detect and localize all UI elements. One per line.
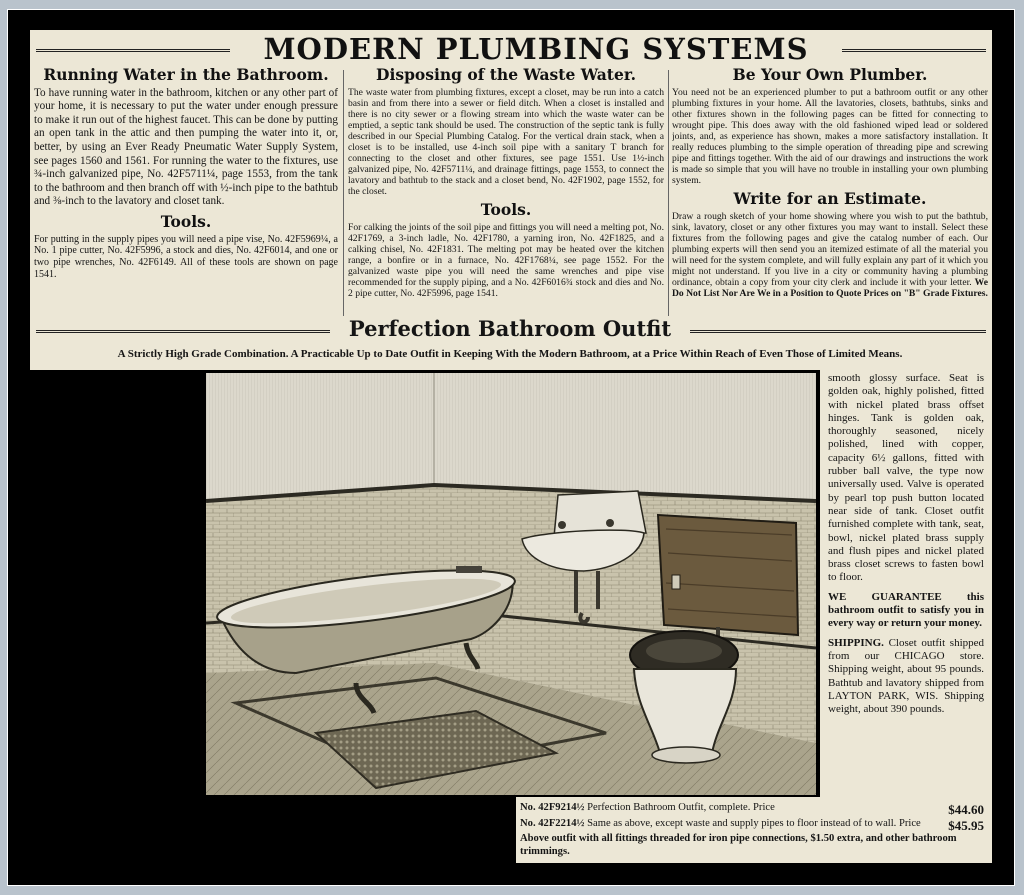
outfit-description: smooth glossy surface. Seat is golden oak, highly polished, fitted with nickel plated brass offset hinges. Tank is golden oak, thoroughly seasoned, nicely polished, lined with copper, capacity 6½ gallons, fitted with rubber ball valve, the type now universally used. Valve is operated by pearl top push button located near side of tank. Closet outfit furnished complete with tank, seat, bowl, nickel plated brass supply and flush pipes and nickel plated brass closet screws to fasten bowl to floor. (828, 372, 984, 584)
shipping-lead: SHIPPING. (828, 636, 884, 649)
estimate-text: Draw a rough sketch of your home showing where you wish to put the bathtub, sink, lavatory, closet or any other fixtures you may want to install. Select these fixtures from the following pages and give the catalog number of each. Our plumbing experts will then send you an itemized estimate of all the material you will need for the system complete, and will fully explain any part of it which you might not understand. If you live in a city or community having a plumbing ordinance, obtain a copy from your city clerk and include it with your letter. (672, 210, 988, 289)
column-running-water (34, 66, 338, 318)
price-row (520, 818, 984, 834)
price-value: $44.60 (948, 802, 984, 817)
guarantee-lead: WE GUARANTEE (828, 590, 942, 603)
tools-heading: Tools. (160, 211, 212, 231)
guarantee-paragraph (828, 591, 984, 631)
tools-body: For calking the joints of the soil pipe and fittings you will need a melting pot, No. 42F1769, a 3-inch ladle, No. 42F1780, a yarning iron, No. 42F1825, and a calking chisel, No. 42F1831. The melting pot may be heated over the kitchen range, a bonfire or in a furnace, No. 42F1768¼, see page 1552. For the galvanized waste pipe you will need the same wrenches and pipe vise recommended for the supply piping, and a No. 42F6016¾ stock and dies and No. 2 pipe cutter, No. 42F5996, page 1541. (348, 221, 664, 300)
description-column (820, 370, 992, 797)
column-heading: Be Your Own Plumber. (732, 66, 928, 84)
tools-body: For putting in the supply pipes you will need a pipe vise, No. 42F5969¼, a No. 1 pipe cutter, No. 42F5996, a stock and dies, No. 42F6014, and one or two pipe wrenches, No. 42F6149. All of these tools are shown on page 1541. (34, 233, 338, 280)
estimate-heading: Write for an Estimate. (733, 189, 927, 209)
price-description: Same as above, except waste and supply pipes to floor instead of to wall. Price (587, 817, 921, 829)
column-divider (668, 70, 669, 320)
footnote: Above outfit with all fittings threaded for iron pipe connections, $1.50 extra, and other bathroom trimmings. (520, 833, 957, 857)
column-body: You need not be an experienced plumber to put a bathroom outfit or any other plumbing fixtures in your home. All the lavatories, closets, bathtubs, sinks and other fixtures shown in the following pages can be fitted for connecting to wrought pipe. This does away with the old fashioned wiped lead or soldered joints, and, as experience has shown, makes a more satisfactory installation. It really reduces plumbing to the simple operation of threading pipe and screwing pipe and fittings together. With the aid of our drawings and instructions the work is made so simple that you will have no trouble in installing your own plumbing system. (672, 86, 988, 187)
shipping-paragraph (828, 637, 984, 717)
catalog-page-top (30, 30, 992, 370)
price-description: Perfection Bathroom Outfit, complete. Price (587, 802, 775, 813)
catalog-number: No. 42F9214½ (520, 802, 585, 813)
column-heading: Disposing of the Waste Water. (376, 66, 636, 84)
tools-heading: Tools. (480, 200, 532, 220)
price-block (516, 797, 992, 863)
column-own-plumber (672, 66, 988, 318)
column-body: To have running water in the bathroom, kitchen or any other part of your home, it is necessary to put the water under enough pressure to make it run out of the highest faucet. This can be done by putting an open tank in the attic and then pumping the water into it, or, better, by using an Ever Ready Pneumatic Water Supply System, see pages 1560 and 1561. For running the water to the fixtures, use ¾-inch galvanized pipe, No. 42F5711¼, page 1553, from the tank to the bathroom and then branch off with ½-inch pipe to the bathtub and ⅜-inch to the lavatory and closet tank. (34, 86, 338, 208)
price-row (520, 802, 984, 818)
column-waste-water (348, 66, 664, 318)
price-line (520, 818, 921, 834)
page-title: MODERN PLUMBING SYSTEMS (230, 32, 842, 66)
price-line (520, 802, 775, 818)
price-value: $45.95 (948, 817, 984, 833)
shipping-text: Closet outfit shipped from our CHICAGO store. Shipping weight, about 95 pounds. Bathtub and lavatory shipped from LAYTON PARK, WIS. Shipping weight, about 390 pounds. (828, 636, 985, 716)
estimate-bold-note: We Do Not List Nor Are We in a Position to Quote Prices on "B" Grade Fixtures. (672, 277, 988, 300)
column-heading: Running Water in the Bathroom. (43, 66, 329, 84)
column-body: The waste water from plumbing fixtures, except a closet, may be run into a catch basin and from there into a sewer or field ditch. When a closet is installed and there is no city sewer or a flowing stream into which the waste water can be emptied, a septic tank should be used. The construction of the septic tank is fully described in our Special Plumbing Catalog. For the vertical drain stack, when a closet is to be installed, use 4-inch soil pipe with a sanitary T branch for connecting to the closet and other fixtures, see page 1551. Use 1½-inch galvanized pipe, No. 42F5711¼, and drainage fittings, page 1553, to connect the lavatory and bathtub to the stack and a closet bend, No. 42F1902, page 1552, for the closet. (348, 86, 664, 198)
bathroom-engraving (206, 373, 816, 795)
catalog-number: No. 42F2214½ (520, 817, 585, 829)
outfit-subtitle: A Strictly High Grade Combination. A Practicable Up to Date Outfit in Keeping With the Modern Bathroom, at a Price Within Reach of Even Those of Limited Means. (117, 348, 903, 360)
outfit-title: Perfection Bathroom Outfit (330, 316, 690, 341)
guarantee-text: this bathroom outfit to satisfy you in every way or return your money. (828, 590, 984, 630)
column-divider (343, 70, 344, 320)
bathroom-illustration (206, 373, 816, 795)
estimate-body (672, 211, 988, 299)
